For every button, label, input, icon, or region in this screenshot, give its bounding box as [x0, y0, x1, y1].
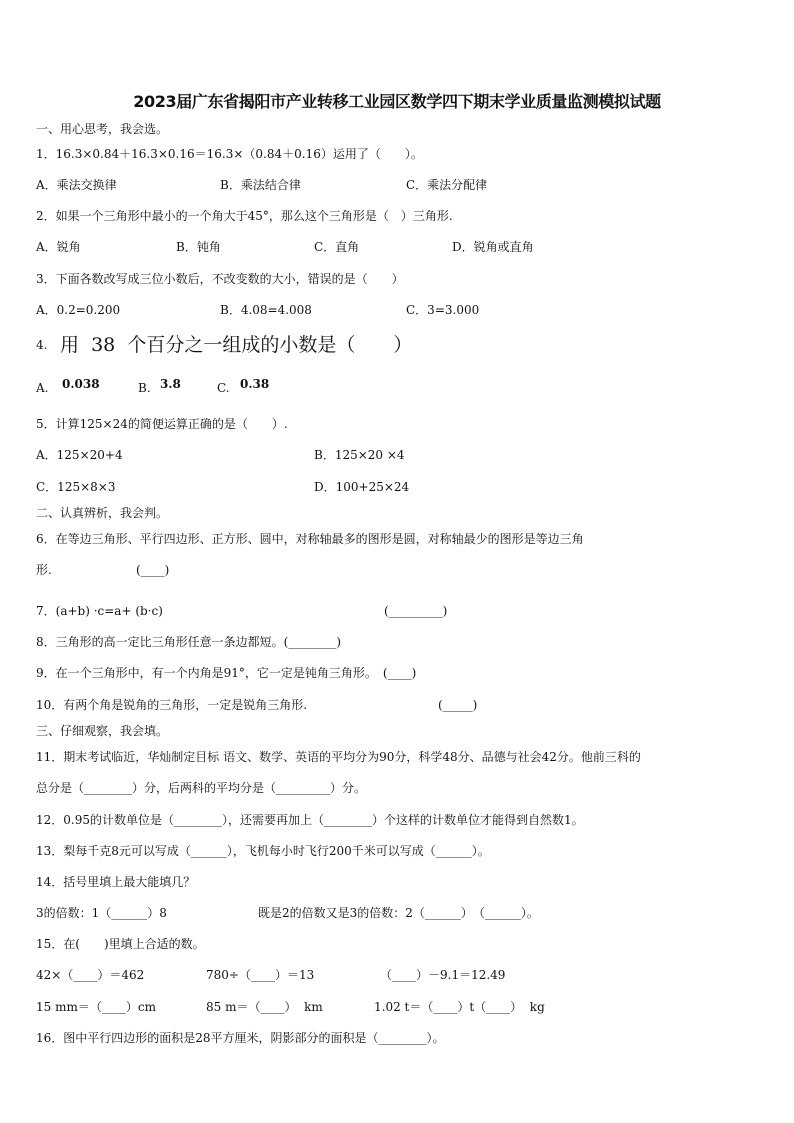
question-15-row-1-c: （____）－9.1＝12.49 [380, 968, 506, 982]
question-8: 8．三角形的高一定比三角形任意一条边都短。(________) [36, 635, 341, 649]
question-14-part-1: 3的倍数：1（______）8 [36, 906, 167, 920]
question-2-option-b: B．钝角 [176, 240, 221, 254]
question-9: 9．在一个三角形中，有一个内角是91°，它一定是钝角三角形。 (____) [36, 666, 417, 680]
question-4-stem: 用 38 个百分之一组成的小数是（ ） [60, 334, 413, 356]
section-heading-2: 二、认真辨析，我会判。 [36, 506, 169, 520]
question-11-line-2: 总分是（________）分，后两科的平均分是（_________）分。 [36, 781, 367, 795]
question-3-option-c: C．3=3.000 [406, 303, 480, 317]
question-16: 16．图中平行四边形的面积是28平方厘米，阴影部分的面积是（________）。 [36, 1031, 445, 1045]
question-4-number: 4. [36, 338, 48, 352]
question-10: 10．有两个角是锐角的三角形，一定是锐角三角形. [36, 698, 308, 712]
question-6-line-2: 形. [36, 563, 52, 577]
question-2-option-c: C．直角 [314, 240, 360, 254]
question-5-option-b: B．125×20 ×4 [314, 448, 405, 462]
question-2-stem: 2．如果一个三角形中最小的一个角大于45°，那么这个三角形是（ ）三角形. [36, 209, 453, 223]
question-4-option-b-label: B. [138, 381, 151, 395]
section-heading-3: 三、仔细观察，我会填。 [36, 724, 169, 738]
question-1-option-b: B．乘法结合律 [220, 178, 301, 192]
question-2-option-d: D．锐角或直角 [452, 240, 534, 254]
question-12: 12．0.95的计数单位是（________），还需要再加上（________）个这样的计数单位才能得到自然数1。 [36, 813, 584, 827]
question-11-line-1: 11．期末考试临近，华灿制定目标 语文、数学、英语的平均分为90分，科学48分、品德与社会42分。他前三科的 [36, 750, 641, 764]
question-4-option-b: 3.8 [160, 377, 181, 391]
question-14: 14．括号里填上最大能填几？ [36, 875, 196, 889]
page-title: 2023届广东省揭阳市产业转移工业园区数学四下期末学业质量监测模拟试题 [133, 92, 661, 111]
question-5-option-d: D．100+25×24 [314, 480, 410, 494]
question-15-row-1-b: 780÷（____）＝13 [206, 968, 315, 982]
question-15-row-2-a: 15 mm＝（____）cm [36, 1000, 156, 1014]
question-3-option-a: A．0.2=0.200 [36, 303, 121, 317]
question-4-option-a-label: A. [36, 381, 49, 395]
question-10-answer-blank: (_____) [438, 698, 478, 712]
question-3-stem: 3．下面各数改写成三位小数后，不改变数的大小，错误的是（ ） [36, 272, 404, 286]
question-3-option-b: B．4.08=4.008 [220, 303, 312, 317]
question-15: 15．在( )里填上合适的数。 [36, 937, 205, 951]
question-5-option-a: A．125×20+4 [36, 448, 123, 462]
question-5-stem: 5．计算125×24的简便运算正确的是（ ）. [36, 417, 288, 431]
question-4-option-c-label: C. [217, 381, 230, 395]
question-1-option-a: A．乘法交换律 [36, 178, 117, 192]
question-13: 13．梨每千克8元可以写成（______），飞机每小时飞行200千米可以写成（______）。 [36, 844, 490, 858]
question-2-option-a: A．锐角 [36, 240, 81, 254]
question-15-row-2-b: 85 m＝（____） km [206, 1000, 323, 1014]
question-7-answer-blank: (_________) [384, 604, 448, 618]
section-heading-1: 一、用心思考，我会选。 [36, 122, 169, 136]
question-4-option-a: 0.038 [62, 377, 100, 391]
question-15-row-2-c: 1.02 t＝（____）t（____） kg [374, 1000, 545, 1014]
question-14-part-2: 既是2的倍数又是3的倍数：2（______） （______）。 [258, 906, 539, 920]
question-15-row-1-a: 42×（____）＝462 [36, 968, 145, 982]
question-6-line-1: 6．在等边三角形、平行四边形、正方形、圆中，对称轴最多的图形是圆，对称轴最少的图形是等边三角 [36, 532, 584, 546]
question-1-stem: 1．16.3×0.84＋16.3×0.16＝16.3×（0.84＋0.16）运用了（ ）。 [36, 147, 423, 161]
question-4-option-c: 0.38 [240, 377, 270, 391]
question-5-option-c: C．125×8×3 [36, 480, 116, 494]
question-6-answer-blank: (____) [136, 563, 170, 577]
question-7: 7．(a+b) ·c=a+ (b·c) [36, 604, 163, 618]
question-1-option-c: C．乘法分配律 [406, 178, 488, 192]
